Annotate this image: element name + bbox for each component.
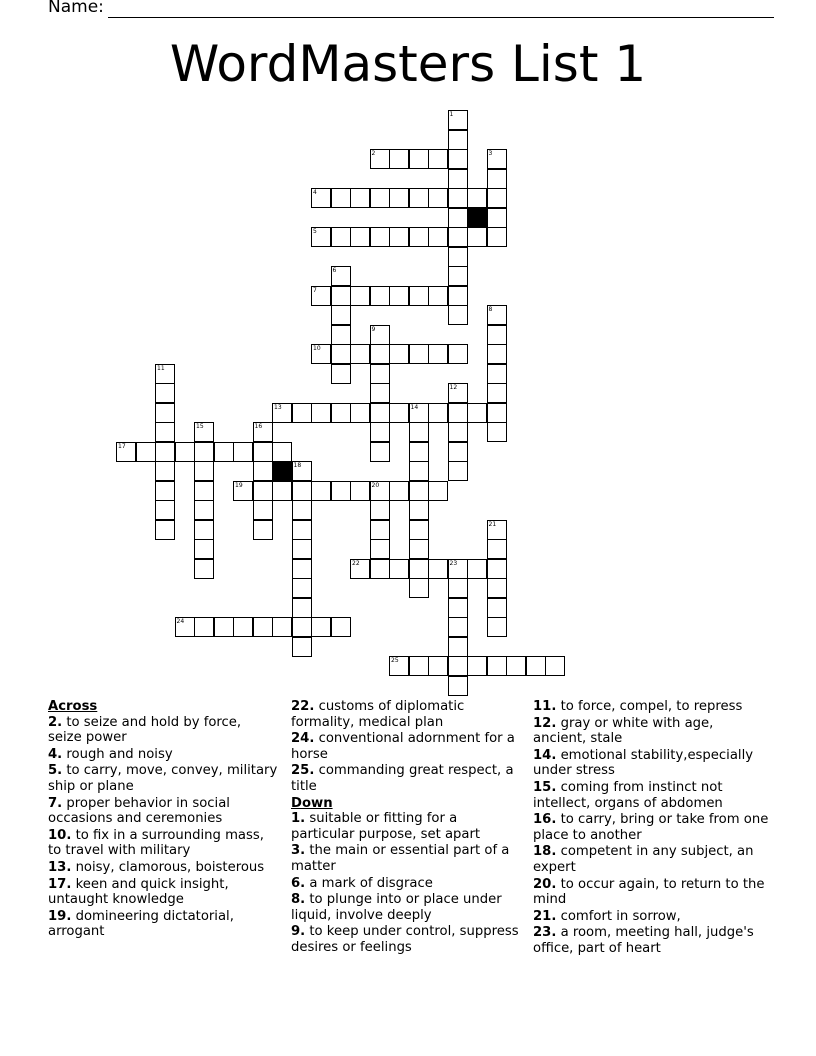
clue-item: [48, 796, 278, 827]
crossword-cell[interactable]: [311, 617, 331, 637]
clue-number-20: 20: [371, 481, 380, 489]
clue-number: 19.: [48, 908, 72, 924]
clue-item: [291, 811, 523, 842]
crossword-cell[interactable]: [350, 403, 370, 423]
clue-text: proper behavior in social occasions and ceremonies: [48, 795, 230, 827]
clue-number: 20.: [533, 876, 557, 892]
clue-number-5: 5: [313, 228, 317, 235]
clue-item: [533, 844, 769, 875]
clue-number-14: 14: [410, 403, 419, 411]
crossword-cell[interactable]: [467, 403, 487, 423]
across-heading: Across: [48, 699, 98, 714]
clue-text: emotional stability,especially under stress: [533, 747, 754, 779]
clue-number: 25.: [291, 763, 315, 779]
crossword-cell[interactable]: [370, 403, 390, 423]
crossword-cell[interactable]: [350, 344, 370, 364]
clue-item: [48, 860, 278, 876]
crossword-cell[interactable]: [370, 539, 390, 559]
clue-number-7: 7: [313, 286, 317, 294]
crossword-cell[interactable]: [448, 188, 468, 208]
crossword-cell[interactable]: [194, 617, 214, 637]
clue-number-11: 11: [157, 364, 165, 372]
crossword-cell[interactable]: [487, 539, 507, 559]
crossword-cell[interactable]: [331, 188, 351, 208]
crossword-black-cell: [272, 461, 292, 481]
crossword-cell[interactable]: [448, 598, 468, 618]
crossword-cell[interactable]: [487, 208, 507, 228]
crossword-cell[interactable]: [428, 559, 448, 579]
clue-number: 12.: [533, 715, 557, 731]
crossword-cell[interactable]: [350, 481, 370, 501]
crossword-cell[interactable]: [194, 442, 214, 462]
clue-text: conventional adornment for a horse: [291, 731, 515, 762]
clue-item: [291, 699, 523, 730]
clue-number-17: 17: [118, 442, 126, 450]
name-field[interactable]: [48, 0, 774, 18]
crossword-cell[interactable]: [370, 286, 390, 306]
crossword-cell[interactable]: [370, 344, 390, 364]
crossword-cell[interactable]: [428, 481, 448, 501]
clue-item: [291, 892, 523, 923]
crossword-cell[interactable]: [448, 130, 468, 150]
crossword-cell[interactable]: [448, 461, 468, 481]
clue-number-13: 13: [274, 403, 282, 411]
crossword-cell[interactable]: [331, 227, 351, 247]
crossword-cell[interactable]: [331, 617, 351, 637]
clue-number-18: 18: [293, 462, 302, 469]
name-label: Name:: [48, 0, 104, 17]
crossword-cell[interactable]: [370, 383, 390, 403]
clue-item: [291, 763, 523, 794]
crossword-cell[interactable]: [487, 364, 507, 384]
clue-text: to keep under control, suppress desires or feelings: [291, 924, 519, 955]
crossword-cell[interactable]: [428, 227, 448, 247]
crossword-cell[interactable]: [487, 656, 507, 676]
crossword-cell[interactable]: [389, 559, 409, 579]
clue-column-2: [291, 699, 523, 957]
crossword-cell[interactable]: [253, 481, 273, 501]
crossword-cell[interactable]: [194, 520, 214, 540]
crossword-cell[interactable]: [389, 286, 409, 306]
clue-number: 8.: [291, 892, 306, 908]
crossword-cell[interactable]: [428, 188, 448, 208]
crossword-cell[interactable]: [370, 500, 390, 520]
clue-item: [291, 843, 523, 874]
crossword-cell[interactable]: [272, 481, 292, 501]
crossword-cell[interactable]: [370, 364, 390, 384]
clue-item: [533, 925, 769, 956]
crossword-cell[interactable]: [448, 442, 468, 462]
clue-text: to seize and hold by force, seize power: [48, 714, 242, 746]
crossword-cell[interactable]: [428, 149, 448, 169]
clue-text: competent in any subject, an expert: [533, 844, 754, 875]
crossword-cell[interactable]: [136, 442, 156, 462]
crossword-cell[interactable]: [350, 188, 370, 208]
crossword-cell[interactable]: [331, 481, 351, 501]
clue-number: 11.: [533, 699, 557, 714]
crossword-cell[interactable]: [331, 344, 351, 364]
crossword-cell[interactable]: [292, 481, 312, 501]
across-clue-list: [48, 715, 278, 940]
crossword-cell[interactable]: [448, 403, 468, 423]
crossword-cell[interactable]: [292, 598, 312, 618]
crossword-cell[interactable]: [409, 539, 429, 559]
crossword-cell[interactable]: [487, 188, 507, 208]
crossword-cell[interactable]: [448, 617, 468, 637]
clue-column-3: [533, 699, 769, 958]
clue-number-21: 21: [488, 520, 497, 528]
clue-number: 17.: [48, 876, 72, 892]
crossword-cell[interactable]: [155, 500, 175, 520]
crossword-cell[interactable]: [487, 227, 507, 247]
crossword-cell[interactable]: [448, 656, 468, 676]
clue-number-19: 19: [235, 481, 243, 489]
crossword-cell[interactable]: [448, 676, 468, 696]
crossword-cell[interactable]: [194, 461, 214, 481]
clue-number: 10.: [48, 827, 72, 843]
crossword-cell[interactable]: [292, 500, 312, 520]
clue-number-22: 22: [352, 559, 360, 567]
clue-number-10: 10: [313, 345, 321, 352]
clue-text: keen and quick insight, untaught knowledge: [48, 876, 229, 908]
clue-number: 13.: [48, 859, 72, 875]
crossword-cell[interactable]: [409, 188, 429, 208]
crossword-cell[interactable]: [487, 403, 507, 423]
crossword-cell[interactable]: [487, 578, 507, 598]
crossword-cell[interactable]: [370, 227, 390, 247]
crossword-cell[interactable]: [389, 344, 409, 364]
clue-number-6: 6: [332, 267, 337, 274]
crossword-cell[interactable]: [448, 208, 468, 228]
clue-number: 6.: [291, 875, 306, 891]
crossword-cell[interactable]: [155, 481, 175, 501]
crossword-cell[interactable]: [253, 500, 273, 520]
crossword-cell[interactable]: [155, 461, 175, 481]
clue-item: [48, 747, 278, 763]
clue-item: [48, 877, 278, 908]
crossword-cell[interactable]: [467, 559, 487, 579]
crossword-cell[interactable]: [194, 539, 214, 559]
clue-number-9: 9: [371, 325, 376, 333]
crossword-cell[interactable]: [194, 481, 214, 501]
clue-number: 21.: [533, 908, 557, 924]
crossword-cell[interactable]: [389, 403, 409, 423]
crossword-cell[interactable]: [370, 559, 390, 579]
crossword-cell[interactable]: [448, 286, 468, 306]
crossword-cell[interactable]: [331, 403, 351, 423]
crossword-cell[interactable]: [155, 442, 175, 462]
clue-number-16: 16: [254, 423, 263, 430]
crossword-cell[interactable]: [409, 442, 429, 462]
clue-number-8: 8: [488, 306, 493, 313]
clue-text: commanding great respect, a title: [291, 763, 514, 794]
crossword-cell[interactable]: [194, 500, 214, 520]
clue-text: a mark of disgrace: [305, 875, 433, 891]
crossword-cell[interactable]: [487, 344, 507, 364]
clue-item: [533, 748, 769, 779]
crossword-cell[interactable]: [448, 637, 468, 657]
clue-text: rough and noisy: [62, 746, 173, 762]
crossword-black-cell: [467, 208, 487, 228]
crossword-cell[interactable]: [331, 286, 351, 306]
name-underline[interactable]: [108, 1, 774, 18]
clue-number: 7.: [48, 795, 63, 811]
across-clue-list-continued: [291, 699, 523, 795]
clue-number: 14.: [533, 747, 557, 763]
crossword-cell[interactable]: [448, 305, 468, 325]
crossword-cell[interactable]: [389, 149, 409, 169]
crossword-cell[interactable]: [409, 286, 429, 306]
crossword-cell[interactable]: [292, 637, 312, 657]
crossword-cell[interactable]: [292, 403, 312, 423]
clue-number-12: 12: [449, 384, 458, 391]
clue-text: comfort in sorrow,: [556, 908, 681, 924]
clue-number: 1.: [291, 811, 306, 827]
crossword-cell[interactable]: [370, 520, 390, 540]
down-heading: Down: [291, 795, 333, 811]
clue-item: [291, 924, 523, 955]
crossword-cell[interactable]: [409, 520, 429, 540]
clue-number-24: 24: [176, 618, 185, 625]
clue-number: 24.: [291, 731, 315, 747]
crossword-cell[interactable]: [487, 169, 507, 189]
clue-text: to plunge into or place under liquid, involve deeply: [291, 892, 502, 923]
clue-text: coming from instinct not intellect, organs of abdomen: [533, 779, 723, 811]
clue-text: noisy, clamorous, boisterous: [71, 859, 265, 875]
crossword-cell[interactable]: [292, 578, 312, 598]
clue-text: the main or essential part of a matter: [291, 843, 510, 874]
crossword-cell[interactable]: [409, 422, 429, 442]
crossword-cell[interactable]: [272, 442, 292, 462]
crossword-cell[interactable]: [409, 149, 429, 169]
clue-number: 3.: [291, 843, 306, 859]
crossword-cell[interactable]: [311, 481, 331, 501]
crossword-cell[interactable]: [526, 656, 546, 676]
crossword-cell[interactable]: [233, 617, 253, 637]
clue-item: [533, 780, 769, 811]
crossword-cell[interactable]: [155, 383, 175, 403]
crossword-cell[interactable]: [409, 227, 429, 247]
down-clue-list-continued: [533, 699, 769, 957]
crossword-cell[interactable]: [409, 500, 429, 520]
clue-number-3: 3: [488, 150, 493, 157]
crossword-cell[interactable]: [487, 325, 507, 345]
crossword-cell[interactable]: [389, 481, 409, 501]
crossword-cell[interactable]: [331, 325, 351, 345]
crossword-cell[interactable]: [350, 227, 370, 247]
clue-item: [48, 909, 278, 940]
clue-item: [533, 699, 769, 715]
clue-text: gray or white with age, ancient, stale: [533, 715, 714, 747]
clue-item: [291, 876, 523, 892]
crossword-cell[interactable]: [487, 383, 507, 403]
clue-number: 5.: [48, 763, 63, 779]
crossword-cell[interactable]: [311, 403, 331, 423]
clue-column-1: [48, 699, 278, 941]
crossword-cell[interactable]: [292, 539, 312, 559]
crossword-cell[interactable]: [428, 344, 448, 364]
crossword-cell[interactable]: [155, 520, 175, 540]
crossword-cell[interactable]: [506, 656, 526, 676]
crossword-cell[interactable]: [448, 422, 468, 442]
crossword-cell[interactable]: [545, 656, 565, 676]
crossword-cell[interactable]: [331, 305, 351, 325]
crossword-cell[interactable]: [253, 442, 273, 462]
crossword-cell[interactable]: [448, 169, 468, 189]
crossword-cell[interactable]: [194, 559, 214, 579]
clue-number-2: 2: [371, 150, 376, 157]
crossword-cell[interactable]: [487, 559, 507, 579]
clue-number: 15.: [533, 779, 557, 795]
crossword-cell[interactable]: [272, 617, 292, 637]
crossword-cell[interactable]: [292, 617, 312, 637]
clue-number-1: 1: [449, 111, 454, 118]
crossword-cell[interactable]: [428, 656, 448, 676]
crossword-cell[interactable]: [487, 422, 507, 442]
clue-number-15: 15: [196, 423, 204, 430]
clue-text: to carry, move, convey, military ship or plane: [48, 763, 278, 794]
clue-text: domineering dictatorial, arrogant: [48, 908, 234, 940]
page-title: WordMasters List 1: [169, 35, 647, 93]
clue-item: [533, 716, 769, 747]
clue-number: 4.: [48, 746, 63, 762]
clue-item: [533, 812, 769, 843]
clue-number: 22.: [291, 699, 315, 714]
crossword-cell[interactable]: [448, 266, 468, 286]
clue-text: a room, meeting hall, judge's office, part of heart: [533, 925, 754, 956]
crossword-cell[interactable]: [467, 227, 487, 247]
clue-number: 16.: [533, 812, 557, 828]
crossword-cell[interactable]: [487, 598, 507, 618]
crossword-cell[interactable]: [370, 422, 390, 442]
clue-text: to occur again, to return to the mind: [533, 876, 765, 908]
crossword-cell[interactable]: [409, 559, 429, 579]
clue-text: suitable or fitting for a particular purpose, set apart: [291, 811, 481, 842]
clue-number-4: 4: [313, 189, 317, 196]
crossword-cell[interactable]: [370, 188, 390, 208]
crossword-cell[interactable]: [409, 344, 429, 364]
crossword-cell[interactable]: [389, 188, 409, 208]
crossword-cell[interactable]: [409, 461, 429, 481]
crossword-cell[interactable]: [350, 286, 370, 306]
clue-text: to force, compel, to repress: [556, 699, 743, 714]
crossword-cell[interactable]: [253, 617, 273, 637]
clue-number: 2.: [48, 714, 63, 730]
crossword-cell[interactable]: [448, 227, 468, 247]
crossword-cell[interactable]: [448, 578, 468, 598]
crossword-cell[interactable]: [155, 403, 175, 423]
clue-item: [48, 715, 278, 746]
crossword-cell[interactable]: [233, 442, 253, 462]
clue-item: [48, 828, 278, 859]
crossword-cell[interactable]: [467, 188, 487, 208]
clue-number: 18.: [533, 844, 557, 860]
crossword-cell[interactable]: [253, 520, 273, 540]
crossword-cell[interactable]: [448, 247, 468, 267]
crossword-cell[interactable]: [214, 617, 234, 637]
crossword-cell[interactable]: [448, 149, 468, 169]
clue-text: customs of diplomatic formality, medical plan: [291, 699, 465, 730]
clue-number: 9.: [291, 924, 306, 940]
down-clue-list: [291, 811, 523, 955]
clue-number-25: 25: [391, 657, 399, 664]
clue-number: 23.: [533, 925, 557, 941]
crossword-cell[interactable]: [331, 364, 351, 384]
crossword-cell[interactable]: [253, 461, 273, 481]
crossword-cell[interactable]: [409, 656, 429, 676]
clue-item: [533, 909, 769, 925]
crossword-cell[interactable]: [448, 344, 468, 364]
crossword-cell[interactable]: [292, 520, 312, 540]
crossword-cell[interactable]: [487, 617, 507, 637]
crossword-cell[interactable]: [175, 442, 195, 462]
crossword-cell[interactable]: [428, 403, 448, 423]
crossword-cell[interactable]: [467, 656, 487, 676]
crossword-cell[interactable]: [370, 442, 390, 462]
crossword-cell[interactable]: [155, 422, 175, 442]
clue-text: to fix in a surrounding mass, to travel with military: [48, 827, 264, 859]
clue-item: [291, 731, 523, 762]
clue-text: to carry, bring or take from one place to another: [533, 812, 769, 843]
crossword-cell[interactable]: [214, 442, 234, 462]
crossword-cell[interactable]: [428, 286, 448, 306]
clue-item: [48, 763, 278, 794]
crossword-cell[interactable]: [409, 481, 429, 501]
crossword-cell[interactable]: [292, 559, 312, 579]
crossword-cell[interactable]: [409, 578, 429, 598]
clue-item: [533, 877, 769, 908]
clue-number-23: 23: [449, 559, 458, 567]
crossword-cell[interactable]: [389, 227, 409, 247]
